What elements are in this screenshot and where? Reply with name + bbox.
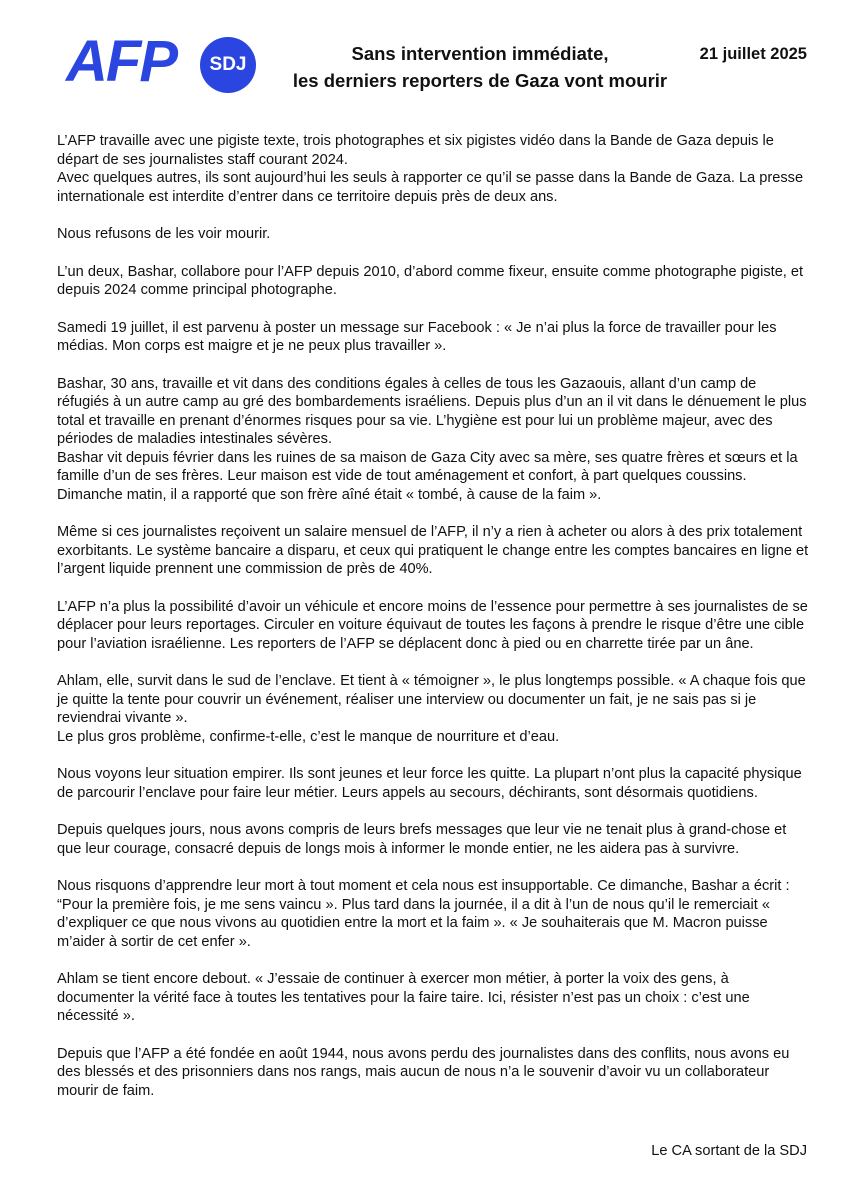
- signature: Le CA sortant de la SDJ: [651, 1143, 807, 1159]
- paragraph-line: Depuis quelques jours, nous avons compris de leurs brefs messages que leur vie ne tenait plus à grand-chose et que leur courage, consacré depuis de longs mois à informer le monde entier, ne les aidera pas à survivre.: [57, 822, 787, 857]
- document-body: [57, 132, 809, 1119]
- paragraph-line: Avec quelques autres, ils sont aujourd’hui les seuls à rapporter ce qu’il se passe dans la Bande de Gaza. La presse internationale est interdite d’entrer dans ce territoire depuis près de deux ans.: [57, 170, 804, 205]
- paragraph: [57, 132, 809, 206]
- paragraph: [57, 375, 809, 505]
- paragraph: [57, 1045, 809, 1101]
- title-line-2: les derniers reporters de Gaza vont mourir: [292, 70, 668, 91]
- paragraph-line: Ahlam, elle, survit dans le sud de l’enclave. Et tient à « témoigner », le plus longtemps possible. « A chaque fois que je quitte la tente pour couvrir un événement, réaliser une interview ou documenter un fait, je ne sais pas si je reviendrai vivante ».: [57, 673, 806, 726]
- paragraph: [57, 877, 809, 951]
- paragraph-line: Samedi 19 juillet, il est parvenu à poster un message sur Facebook : « Je n’ai plus la force de travailler pour les médias. Mon corps est maigre et je ne peux plus travailler ».: [57, 319, 777, 354]
- paragraph-line: Bashar vit depuis février dans les ruines de sa maison de Gaza City avec sa mère, ses quatre frères et sœurs et la famille d’un de ses frères. Leur maison est vide de tout aménagement et confort, à part quelques coussins. Dimanche matin, il a rapporté que son frère aîné était « tombé, à cause de la faim ».: [57, 449, 798, 503]
- paragraph-line: L’AFP travaille avec une pigiste texte, trois photographes et six pigistes vidéo dans la Bande de Gaza depuis le départ de ses journalistes staff courant 2024.: [57, 133, 774, 168]
- paragraph-line: Même si ces journalistes reçoivent un salaire mensuel de l’AFP, il n’y a rien à acheter ou alors à des prix totalement exorbitants. Le système bancaire a disparu, et ceux qui pratiquent le change entre les comptes bancaires en ligne et l’argent liquide prennent une commission de près de 40%.: [57, 524, 809, 577]
- document-title: [270, 40, 690, 94]
- sdj-badge: SDJ: [200, 37, 256, 93]
- afp-sdj-logo: [66, 29, 266, 95]
- document-date: 21 juillet 2025: [699, 45, 807, 63]
- title-line-1: Sans intervention immédiate,: [351, 43, 609, 64]
- paragraph: [57, 970, 809, 1026]
- paragraph: [57, 672, 809, 746]
- paragraph: [57, 821, 809, 858]
- paragraph: [57, 225, 809, 244]
- afp-logo-text: AFP: [66, 29, 176, 94]
- paragraph-line: Depuis que l’AFP a été fondée en août 1944, nous avons perdu des journalistes dans des conflits, nous avons eu des blessés et des prisonniers dans nos rangs, mais aucun de nous n’a le souvenir d’avoir vu un collaborateur mourir de faim.: [57, 1045, 790, 1099]
- paragraph: [57, 598, 809, 654]
- paragraph-line: L’un deux, Bashar, collabore pour l’AFP depuis 2010, d’abord comme fixeur, ensuite comme photographe pigiste, et depuis 2024 comme principal photographe.: [57, 263, 804, 298]
- paragraph-line: L’AFP n’a plus la possibilité d’avoir un véhicule et encore moins de l’essence pour permettre à ses journalistes de se déplacer pour leurs reportages. Circuler en voiture équivaut de toutes les façons à prendre le risque d’être une cible pour l’aviation israélienne. Les reporters de l’AFP se déplacent donc à pied ou en charrette tirée par un âne.: [57, 598, 808, 652]
- document-header: [0, 0, 845, 120]
- paragraph-line: Nous refusons de les voir mourir.: [57, 226, 271, 242]
- paragraph-line: Le plus gros problème, confirme-t-elle, c’est le manque de nourriture et d’eau.: [57, 728, 560, 745]
- paragraph-line: Nous voyons leur situation empirer. Ils sont jeunes et leur force les quitte. La plupart n’ont plus la capacité physique de parcourir l’enclave pour faire leur métier. Leurs appels au secours, déchirants, sont désormais quotidiens.: [57, 766, 802, 801]
- paragraph-line: Bashar, 30 ans, travaille et vit dans des conditions égales à celles de tous les Gazaouis, allant d’un camp de réfugiés à un autre camp au gré des bombardements israéliens. Depuis plus d’un an il vit dans le dénuement le plus total et travaille en prenant d’énormes risques pour sa vie. L’hygiène est pour lui un problème majeur, avec des périodes de maladies intestinales sévères.: [57, 375, 807, 447]
- paragraph-line: Nous risquons d’apprendre leur mort à tout moment et cela nous est insupportable. Ce dimanche, Bashar a écrit : “Pour la première fois, je me sens vaincu ». Plus tard dans la journée, il a dit à l’un de nous qu’il le remerciait « d’expliquer ce que nous vivons au quotidien entre la mort et la faim ». « Je souhaiterais que M. Macron puisse m’aider à sortir de cet enfer ».: [57, 878, 790, 950]
- paragraph: [57, 263, 809, 300]
- paragraph-line: Ahlam se tient encore debout. « J’essaie de continuer à exercer mon métier, à porter la voix des gens, à documenter la vérité face à toutes les tentatives pour la faire taire. Ici, résister n’est pas un choix : c’est une nécessité ».: [57, 971, 750, 1024]
- paragraph: [57, 765, 809, 802]
- paragraph: [57, 523, 809, 579]
- paragraph: [57, 319, 809, 356]
